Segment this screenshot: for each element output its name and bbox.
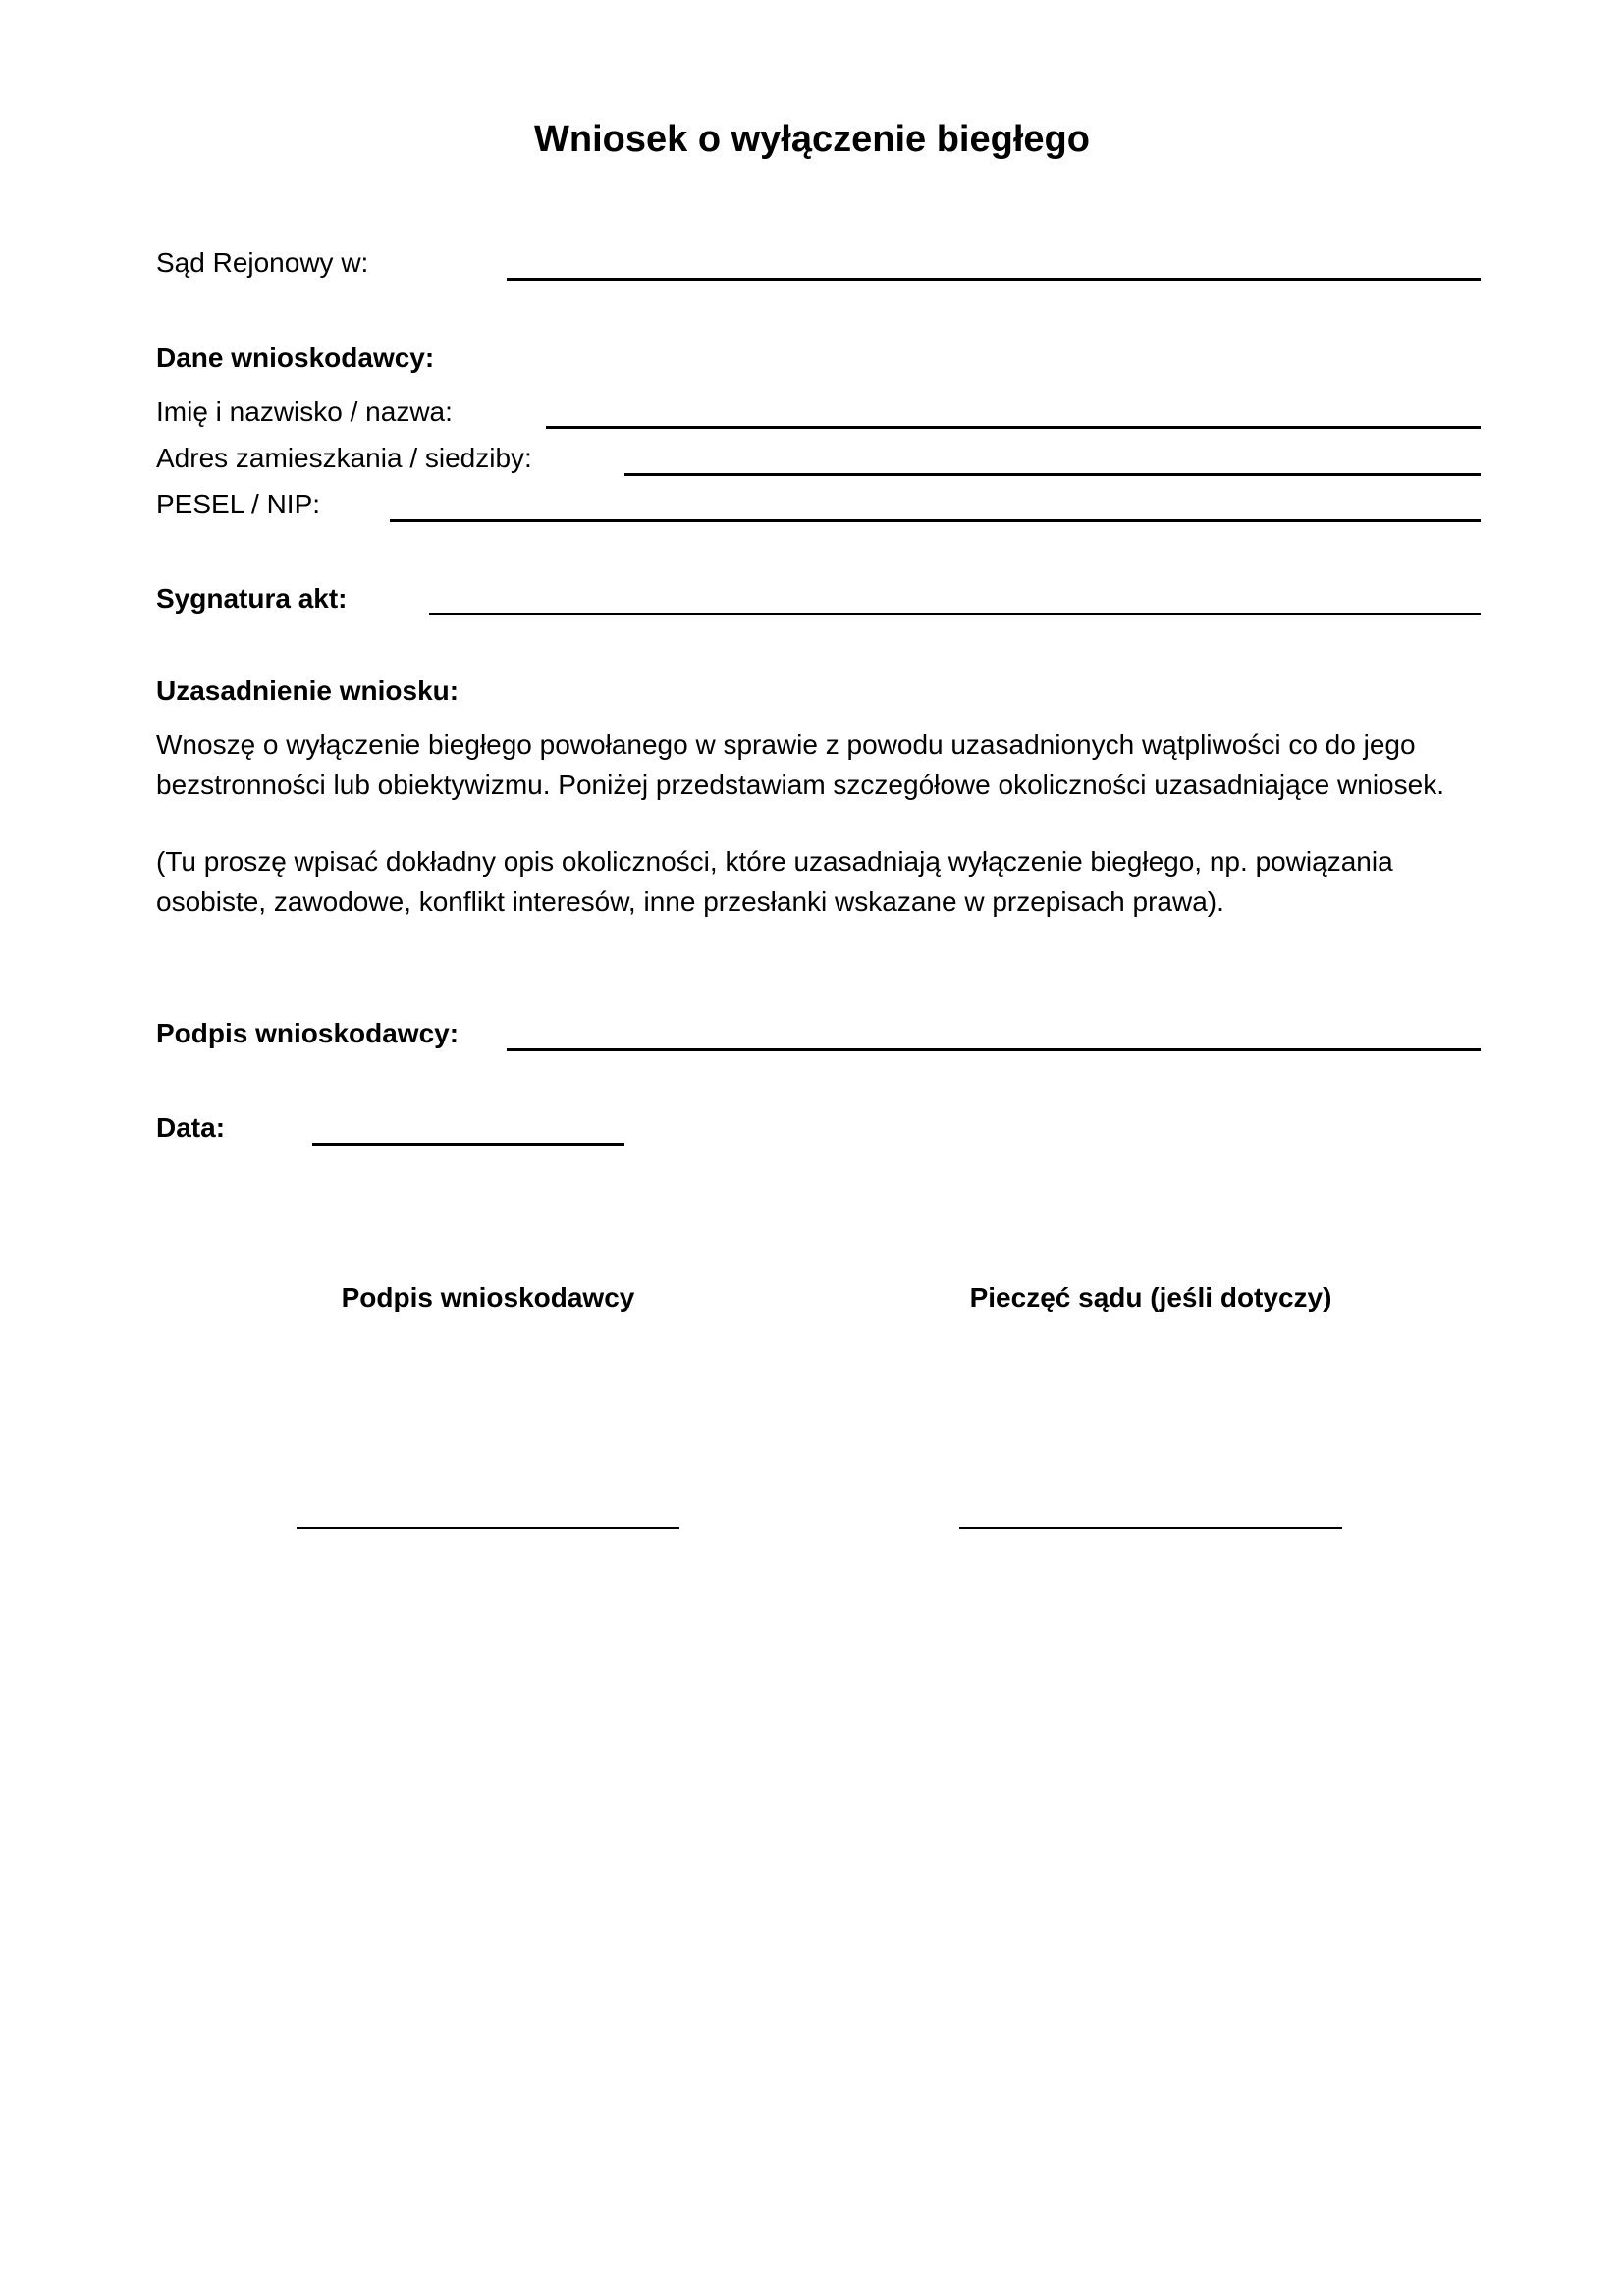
date-label: Data:: [156, 1112, 226, 1143]
bottom-signature-line[interactable]: [297, 1527, 679, 1529]
applicant-name-label: Imię i nazwisko / nazwa:: [156, 397, 453, 427]
justification-paragraph: Wnoszę o wyłączenie biegłego powołanego w sprawie z powodu uzasadnionych wątpliwości co do jego bezstronności lub obiektywizmu. Poniżej przedstawiam szczegółowe okoliczności uzasadniające wniosek.: [156, 729, 1444, 800]
signature-label: Podpis wnioskodawcy:: [156, 1018, 460, 1048]
justification-heading: Uzasadnienie wniosku:: [156, 675, 460, 706]
case-number-label: Sygnatura akt:: [156, 583, 348, 614]
court-stamp-label: Pieczęć sądu (jeśli dotyczy): [969, 1282, 1332, 1312]
justification-instructions: (Tu proszę wpisać dokładny opis okoliczności, które uzasadniają wyłączenie biegłego, np. powiązania osobiste, zawodowe, konflikt interesów, inne przesłanki wskazane w przepisach prawa).: [156, 846, 1393, 917]
applicant-address-field[interactable]: [624, 473, 1481, 476]
court-stamp-line[interactable]: [959, 1527, 1342, 1529]
court-field[interactable]: [507, 278, 1481, 281]
case-number-field[interactable]: [429, 613, 1481, 615]
applicant-id-field[interactable]: [390, 519, 1481, 522]
signature-field[interactable]: [507, 1048, 1481, 1051]
court-label: Sąd Rejonowy w:: [156, 247, 369, 278]
applicant-id-label: PESEL / NIP:: [156, 489, 321, 519]
date-field[interactable]: [312, 1143, 624, 1146]
applicant-address-label: Adres zamieszkania / siedziby:: [156, 443, 532, 473]
bottom-signature-label: Podpis wnioskodawcy: [341, 1282, 635, 1312]
applicant-name-field[interactable]: [546, 426, 1481, 429]
page-title: Wniosek o wyłączenie biegłego: [534, 119, 1090, 160]
applicant-heading: Dane wnioskodawcy:: [156, 343, 435, 373]
